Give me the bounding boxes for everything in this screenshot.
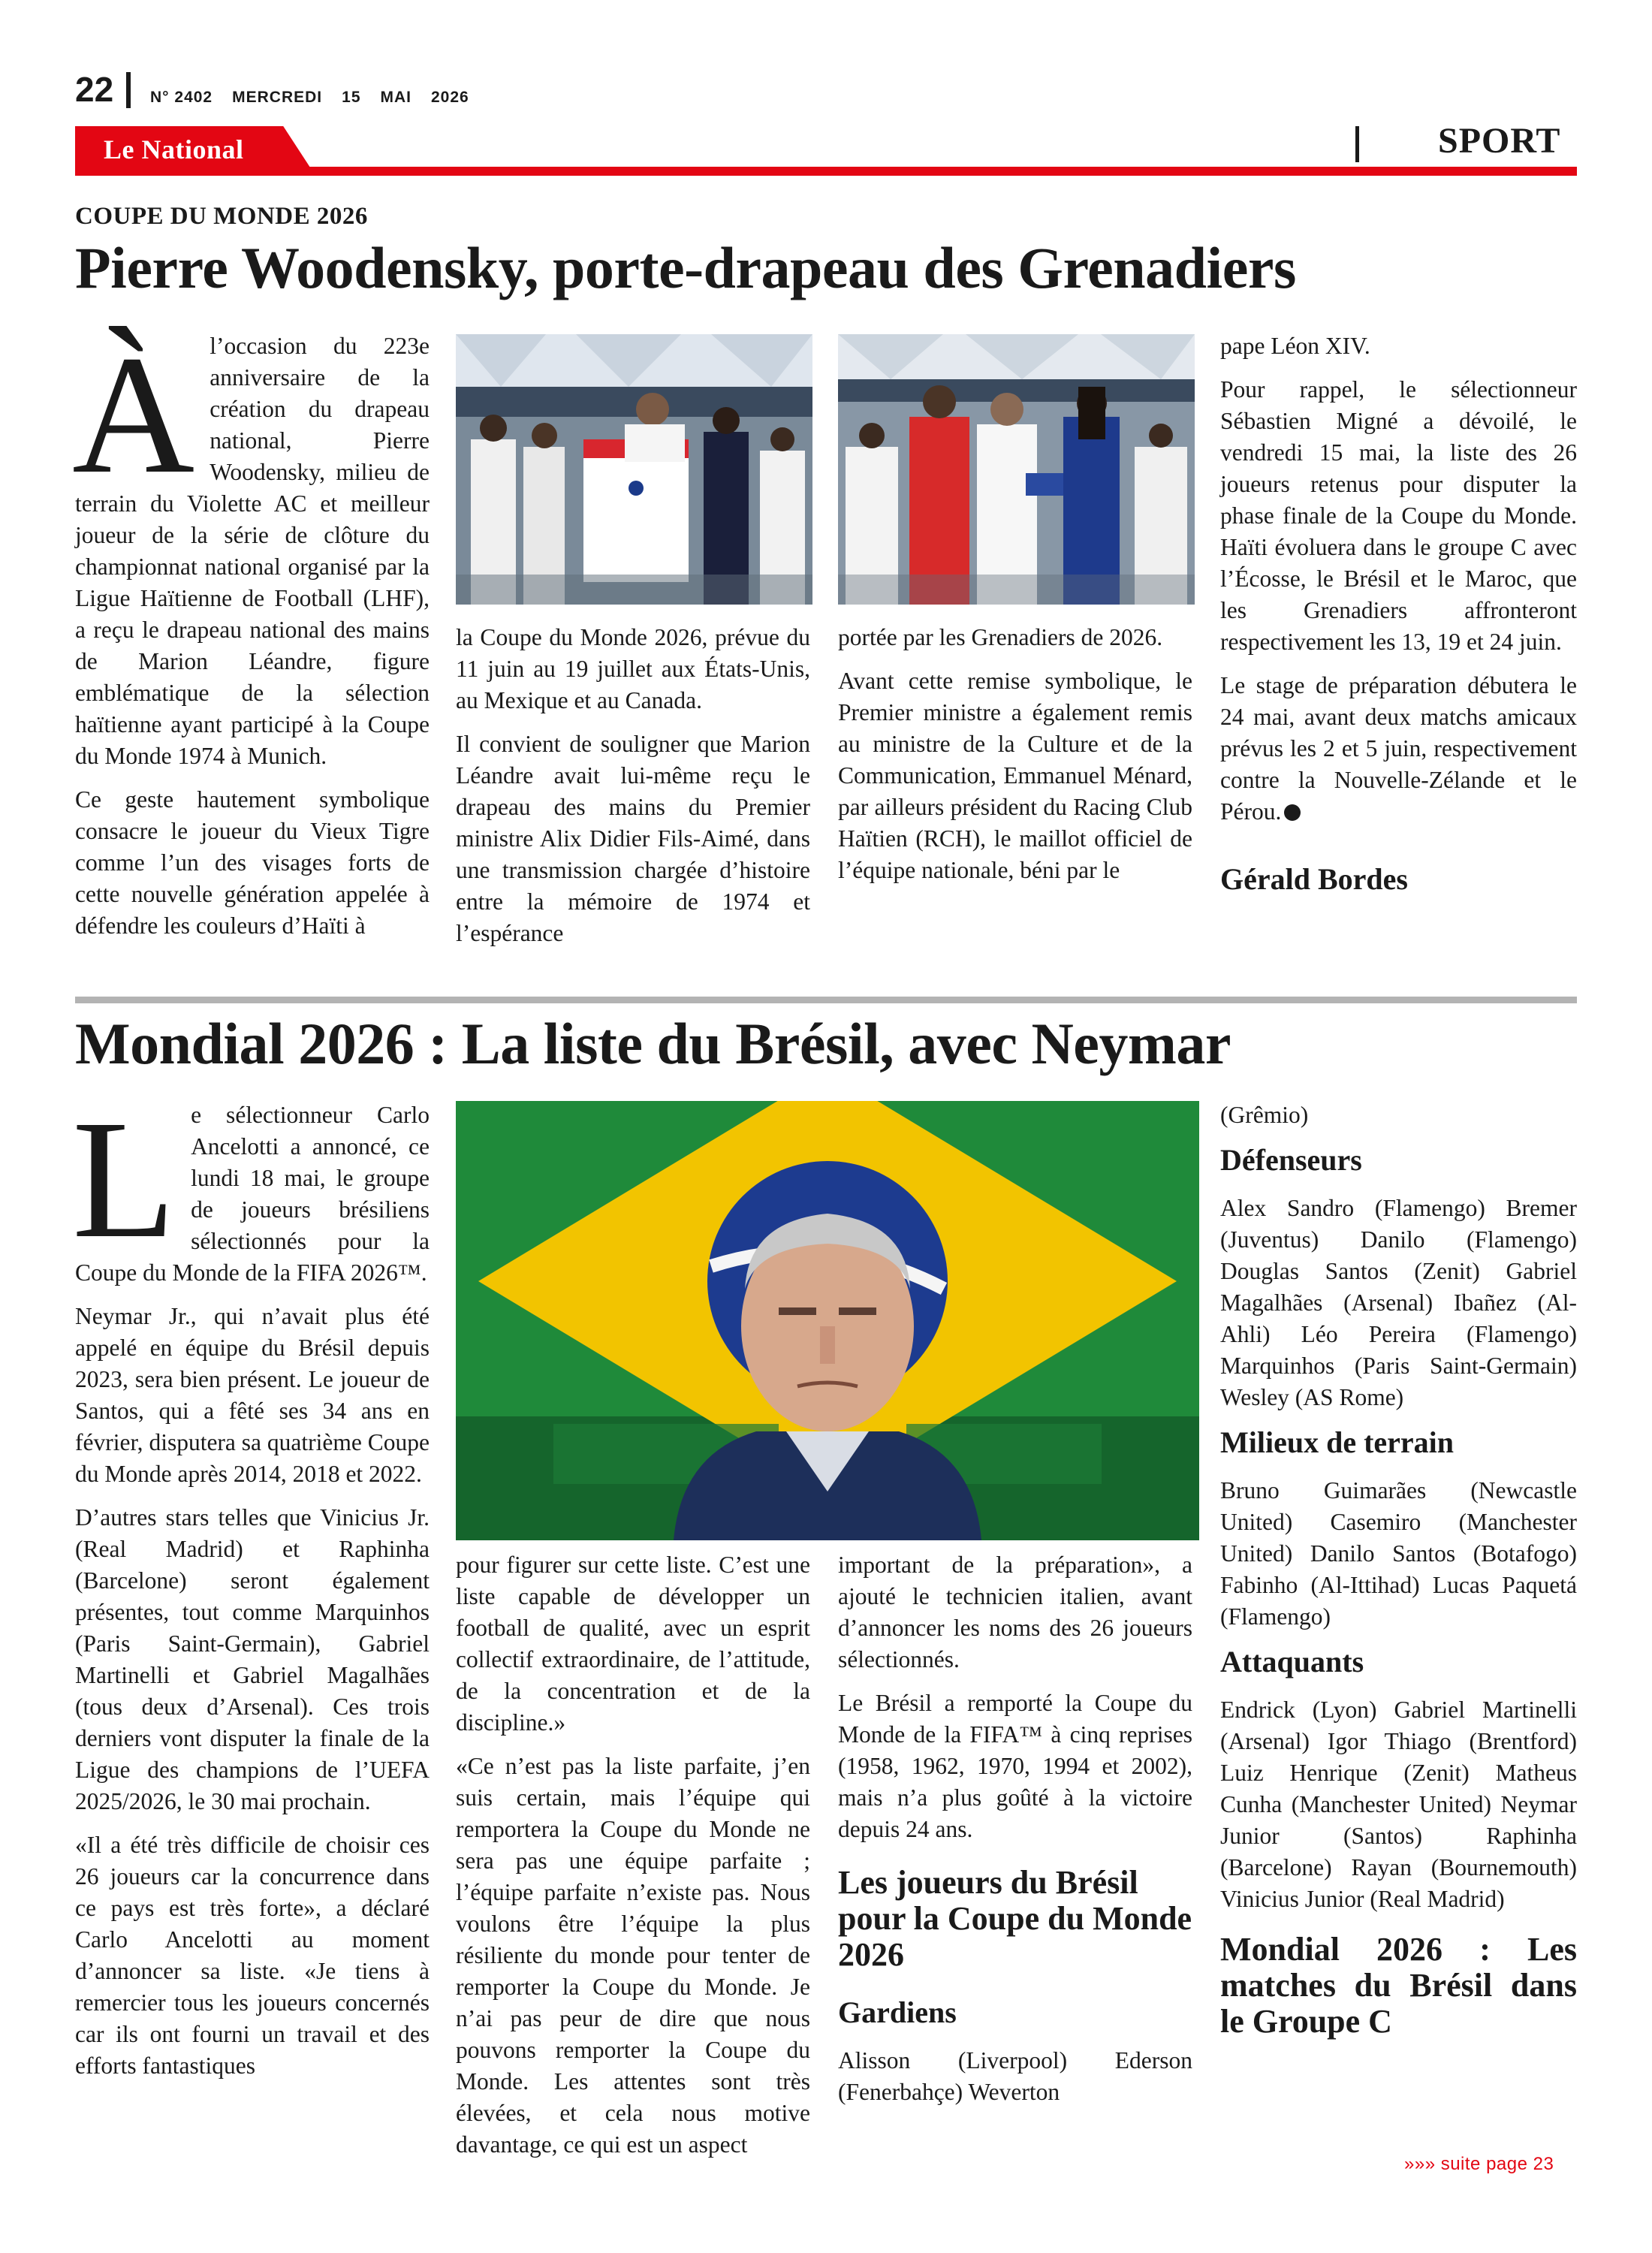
article2-paragraph: important de la préparation», a ajouté le technicien italien, avant d’annoncer les noms des 26 joueurs sélectionnés. xyxy=(838,1552,1192,1672)
goalkeepers-list-continued: (Grêmio) xyxy=(1220,1102,1309,1128)
defenders-list: Alex Sandro (Flamengo) Bremer (Juventus) Danilo (Flamengo) Douglas Santos (Zenit) Gabriel Magalhães (Arsenal) Ibañez (Al-Ahli) Léo Pereira (Flamengo) Marquinhos (Paris Saint-Germain) Wesley (AS Rome) xyxy=(1220,1195,1577,1410)
article1-paragraph: l’occasion du 223e anniversaire de la création du drapeau national, Pierre Woodensky, milieu de terrain du Violette AC et meilleur joueur de la série de clôture du championnat national organisé par la Ligue Haïtienne de Football (LHF), a reçu le drapeau national des mains de Marion Léandre, figure emblématique de la sélection haïtienne ayant participé à la Coupe du Monde 1974 à Munich. xyxy=(75,333,430,769)
brand-logo: Le National xyxy=(104,134,244,164)
article1-paragraph: Pour rappel, le sélectionneur Sébastien Migné a dévoilé, le vendredi 15 mai, la liste des 26 joueurs retenus pour disputer la phase finale de la Coupe du Monde. Haïti évoluera dans le groupe C avec l’Écosse, le Brésil et le Maroc, que les Grenadiers affronteront respectivement les 13, 19 et 24 juin. xyxy=(1220,376,1577,655)
article1-column-4 xyxy=(1220,330,1577,907)
article2-column-2 xyxy=(456,1549,810,2173)
midfielders-heading: Milieux de terrain xyxy=(1220,1425,1455,1459)
article2-column-3 xyxy=(838,1549,1192,2120)
article2-paragraph: Neymar Jr., qui n’avait plus été appelé en équipe du Brésil depuis 2023, sera bien présent. Le joueur de Santos, qui a fêté ses 34 ans en février, disputera sa quatrième Coupe du Monde après 2014, 2018 et 2022. xyxy=(75,1303,430,1487)
article1-column-2 xyxy=(456,622,810,961)
article1-paragraph: la Coupe du Monde 2026, prévue du 11 juin au 19 juillet aux États-Unis, au Mexique et au Canada. xyxy=(456,624,810,713)
issue-month: MAI xyxy=(380,89,411,106)
photo-jersey-presentation xyxy=(456,334,812,605)
forwards-heading: Attaquants xyxy=(1220,1645,1364,1678)
article2-paragraph: «Ce n’est pas la liste parfaite, j’en suis certain, mais l’équipe qui remportera la Coupe du Monde ne sera pas une équipe parfaite ; l’équipe parfaite n’existe pas. Nous voulons être l’équipe la plus résiliente du monde pour tenter de remporter la Coupe du Monde. Je n’ai pas peur de dire que nous pouvons remporter la Coupe du Monde. Les attentes sont très élevées, et cela nous motive davantage, ce qui est un aspect xyxy=(456,1753,810,2158)
article2-paragraph: e sélectionneur Carlo Ancelotti a annoncé, ce lundi 18 mai, le groupe de joueurs brésiliens sélectionnés pour la Coupe du Monde de la FIFA 2026™. xyxy=(75,1102,430,1286)
folio-divider xyxy=(126,72,131,108)
article2-column-1 xyxy=(72,1085,430,2094)
photo-carlo-ancelotti xyxy=(456,1101,1199,1540)
article1-column-1 xyxy=(72,321,430,954)
issue-weekday: MERCREDI xyxy=(232,89,323,106)
section-divider xyxy=(1355,126,1359,162)
section-title: SPORT xyxy=(1438,121,1561,161)
article2-paragraph: Le Brésil a remporté la Coupe du Monde de la FIFA™ à cinq reprises (1958, 1962, 1970, 1994 et 2002), mais n’a plus goûté à la victoire depuis 24 ans. xyxy=(838,1690,1192,1842)
article1-paragraph: Ce geste hautement symbolique consacre le joueur du Vieux Tigre comme l’un des visages forts de cette nouvelle génération appelée à défendre les couleurs d’Haïti à xyxy=(75,786,430,939)
issue-number: N° 2402 xyxy=(150,89,213,106)
article1-paragraph: Il convient de souligner que Marion Léandre avait lui-même reçu le drapeau des mains du Premier ministre Alix Didier Fils-Aimé, dans une transmission chargée d’histoire entre la mémoire de 1974 et l’espérance xyxy=(456,731,810,946)
article1-dropcap: À xyxy=(72,321,195,508)
defenders-heading: Défenseurs xyxy=(1220,1143,1362,1177)
article2-headline: Mondial 2026 : La liste du Brésil, avec Neymar xyxy=(75,1011,1231,1076)
goalkeepers-heading: Gardiens xyxy=(838,1995,957,2029)
issue-line xyxy=(150,89,489,107)
goalkeepers-list: Alisson (Liverpool) Ederson (Fenerbahçe) Weverton xyxy=(838,2047,1192,2105)
article1-paragraph: pape Léon XIV. xyxy=(1220,333,1370,359)
article2-paragraph: D’autres stars telles que Vinicius Jr. (Real Madrid) et Raphinha (Barcelone) seront également présentes, tout comme Marquinhos (Paris Saint-Germain), Gabriel Martinelli et Gabriel Magalhães (tous deux d’Arsenal). Ces trois derniers vont disputer la finale de la Ligue des champions de l’UEFA 2025/2026, le 30 mai prochain. xyxy=(75,1504,430,1814)
article1-column-3 xyxy=(838,622,1192,898)
article2-paragraph: «Il a été très difficile de choisir ces 26 joueurs car la concurrence dans ce pays est très forte», a déclaré Carlo Ancelotti au moment d’annoncer sa liste. «Je tiens à remercier tous les joueurs concernés car ils ont fourni un travail et des efforts fantastiques xyxy=(75,1832,430,2079)
article1-headline: Pierre Woodensky, porte-drapeau des Grenadiers xyxy=(75,235,1296,300)
issue-year: 2026 xyxy=(431,89,469,106)
article1-paragraph: Le stage de préparation débutera le 24 mai, avant deux matchs amicaux prévus les 2 et 5 juin, respectivement contre la Nouvelle-Zélande et le Pérou. xyxy=(1220,672,1577,825)
group-c-matches-heading: Mondial 2026 : Les matches du Brésil dans le Groupe C xyxy=(1220,1931,1577,2040)
page-number: 22 xyxy=(75,70,114,109)
article1-kicker: COUPE DU MONDE 2026 xyxy=(75,203,368,230)
article1-byline: Gérald Bordes xyxy=(1220,862,1408,896)
article1-paragraph: Avant cette remise symbolique, le Premier ministre a également remis au ministre de la Culture et de la Communication, Emmanuel Ménard, par ailleurs président du Racing Club Haïtien (RCH), le maillot officiel de l’équipe nationale, béni par le xyxy=(838,668,1192,883)
issue-day: 15 xyxy=(342,89,361,106)
article2-paragraph: pour figurer sur cette liste. C’est une liste capable de développer un football de qualité, avec un esprit collectif extraordinaire, de l’attitude, de la concentration et de la discipline.» xyxy=(456,1552,810,1736)
article-divider xyxy=(75,997,1577,1003)
article2-dropcap: L xyxy=(72,1085,176,1273)
article2-column-4 xyxy=(1220,1099,1577,2055)
midfielders-list: Bruno Guimarães (Newcastle United) Casemiro (Manchester United) Danilo Santos (Botafogo) Fabinho (Al-Ittihad) Lucas Paquetá (Flamengo) xyxy=(1220,1477,1577,1630)
continued-page-link[interactable]: »»» suite page 23 xyxy=(1404,2154,1554,2174)
photo-flag-handover xyxy=(838,334,1195,605)
forwards-list: Endrick (Lyon) Gabriel Martinelli (Arsenal) Igor Thiago (Brentford) Luiz Henrique (Zenit) Matheus Cunha (Manchester United) Neymar Junior (Santos) Raphinha (Barcelone) Rayan (Bournemouth) Vinicius Junior (Real Madrid) xyxy=(1220,1697,1577,1912)
end-of-article-icon xyxy=(1284,804,1301,821)
squad-list-heading: Les joueurs du Brésil pour la Coupe du Monde 2026 xyxy=(838,1864,1192,1973)
header-rule xyxy=(75,167,1577,176)
article1-paragraph: portée par les Grenadiers de 2026. xyxy=(838,624,1163,650)
